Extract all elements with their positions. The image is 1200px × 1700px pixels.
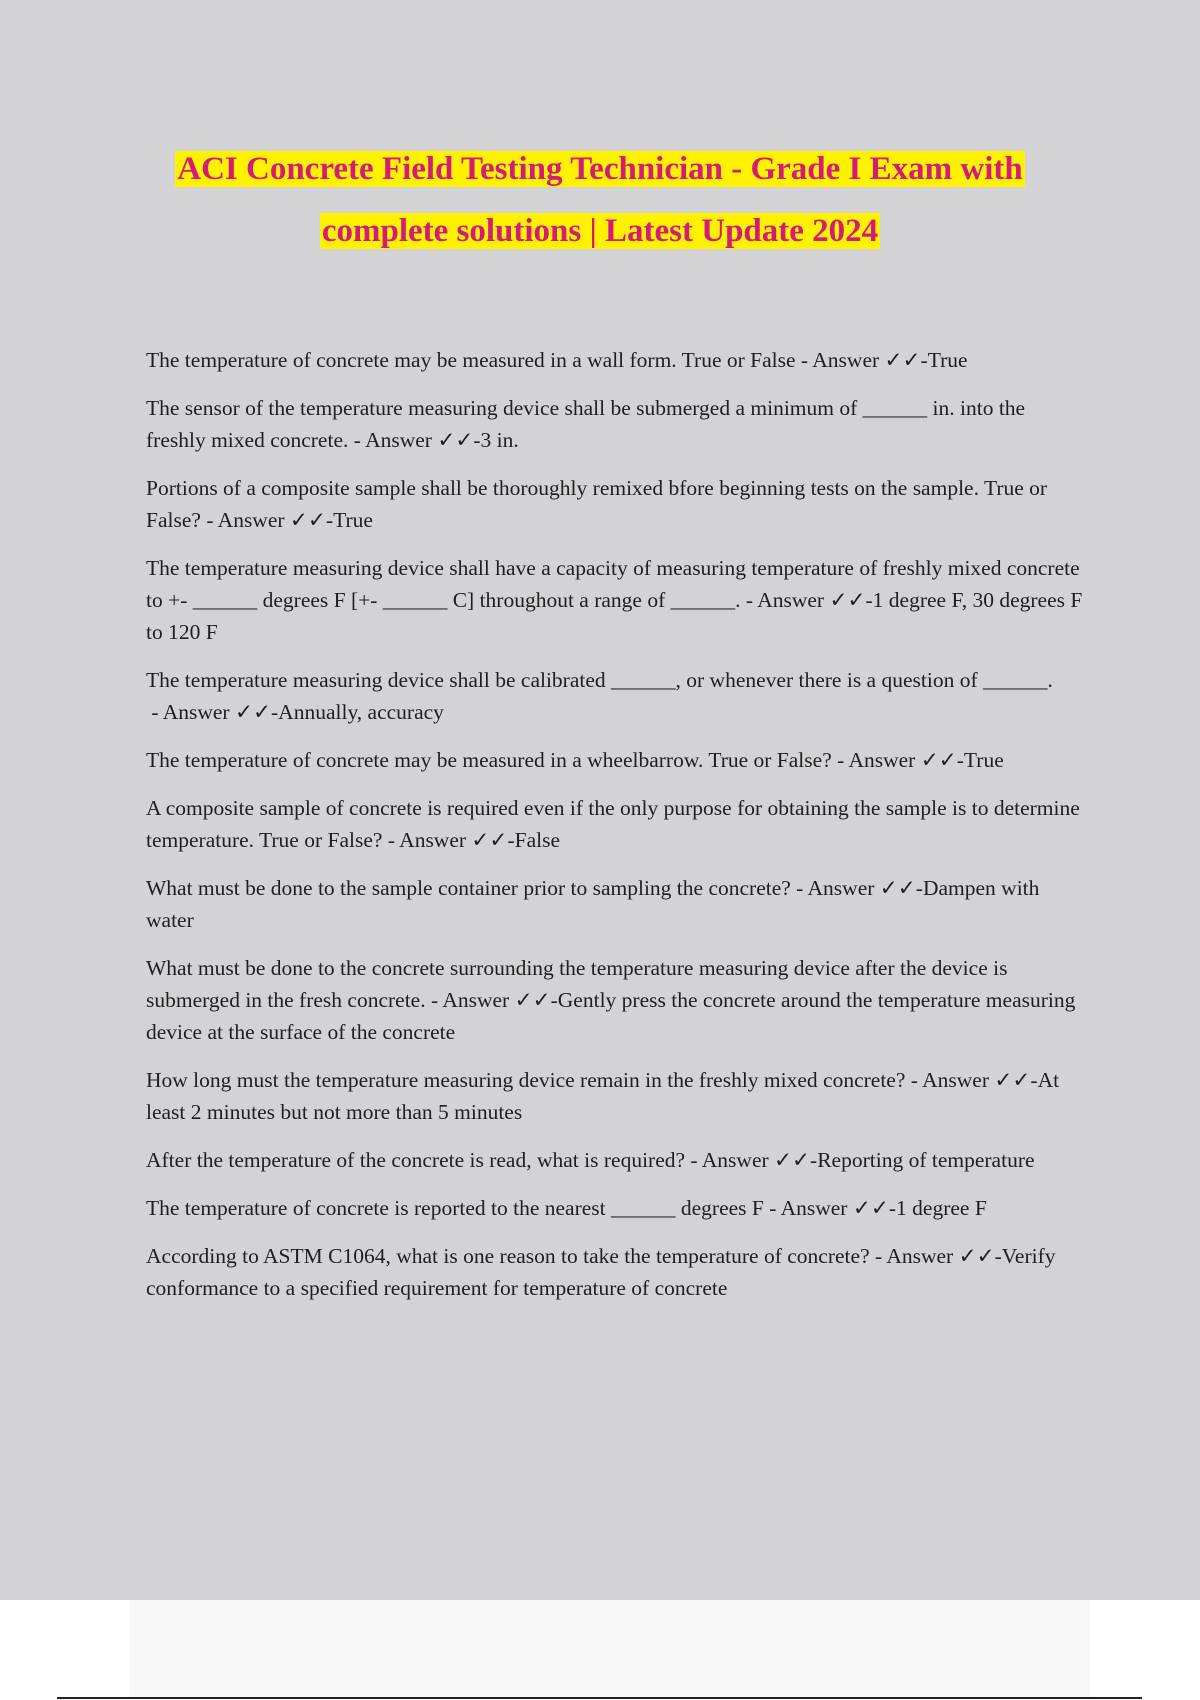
answer-text: 1 degree F <box>896 1196 987 1220</box>
qa-item <box>146 952 1090 1048</box>
question-text: How long must the temperature measuring device remain in the freshly mixed concrete? <box>146 1068 906 1092</box>
answer-text: 1 degree F, 30 degrees F to 120 F <box>146 588 1083 644</box>
answer-text: True <box>927 348 968 372</box>
answer-separator: - Answer ✓✓- <box>146 700 279 724</box>
answer-separator: - Answer ✓✓- <box>425 988 558 1012</box>
title-line-2: complete solutions | Latest Update 2024 <box>321 213 879 249</box>
answer-text: Dampen with water <box>146 876 1040 932</box>
footer-divider <box>57 1697 1142 1699</box>
answer-text: Gently press the concrete around the temperature measuring device at the surface of the concrete <box>146 988 1076 1044</box>
qa-item <box>146 1240 1090 1304</box>
question-text: What must be done to the sample container prior to sampling the concrete? <box>146 876 791 900</box>
question-text: The temperature of concrete may be measured in a wheelbarrow. True or False? <box>146 748 832 772</box>
answer-separator: - Answer ✓✓- <box>790 876 923 900</box>
answer-separator: - Answer ✓✓- <box>200 508 334 532</box>
question-text: According to ASTM C1064, what is one reason to take the temperature of concrete? <box>146 1244 870 1268</box>
answer-separator: - Answer ✓✓- <box>869 1244 1002 1268</box>
qa-item <box>146 1144 1090 1176</box>
answer-separator: - Answer ✓✓- <box>831 748 964 772</box>
question-answer-list <box>146 344 1090 1320</box>
answer-text: Verify conformance to a specified requirement for temperature of concrete <box>146 1244 1056 1300</box>
question-text: The temperature measuring device shall have a capacity of measuring temperature of freshly mixed concrete to +- ______ degrees F [+- ______ C] throughout a range of ______. <box>146 556 1080 612</box>
answer-text: False <box>514 828 560 852</box>
qa-item <box>146 744 1090 776</box>
qa-item <box>146 344 1090 376</box>
title-line-1: ACI Concrete Field Testing Technician - Grade I Exam with <box>177 151 1023 187</box>
document-title <box>120 138 1080 262</box>
answer-text: True <box>963 748 1004 772</box>
question-text: Portions of a composite sample shall be thoroughly remixed bfore beginning tests on the sample. True or False? <box>146 476 1048 532</box>
answer-separator: - Answer ✓✓- <box>685 1148 818 1172</box>
answer-text: Reporting of temperature <box>817 1148 1035 1172</box>
answer-separator: - Answer ✓✓- <box>740 588 873 612</box>
answer-separator: - Answer ✓✓- <box>763 1196 897 1220</box>
qa-item <box>146 472 1090 536</box>
question-text: After the temperature of the concrete is read, what is required? <box>146 1148 686 1172</box>
question-text: The temperature measuring device shall be calibrated ______, or whenever there is a question of ______. <box>146 668 1053 692</box>
qa-item <box>146 872 1090 936</box>
next-page-preview <box>130 1600 1090 1698</box>
answer-separator: - Answer ✓✓- <box>905 1068 1038 1092</box>
qa-item <box>146 792 1090 856</box>
question-text: The temperature of concrete is reported to the nearest ______ degrees F <box>146 1196 764 1220</box>
question-text: What must be done to the concrete surrounding the temperature measuring device after the device is submerged in the fresh concrete. <box>146 956 1008 1012</box>
answer-text: True <box>333 508 373 532</box>
qa-item <box>146 392 1090 456</box>
qa-item <box>146 552 1090 648</box>
question-text: A composite sample of concrete is required even if the only purpose for obtaining the sample is to determine temperature. True or False? <box>146 796 1080 852</box>
qa-item <box>146 1192 1090 1224</box>
question-text: The sensor of the temperature measuring device shall be submerged a minimum of ______ in. into the freshly mixed concrete. <box>146 396 1026 452</box>
question-text: The temperature of concrete may be measured in a wall form. True or False <box>146 348 796 372</box>
qa-item <box>146 1064 1090 1128</box>
answer-text: At least 2 minutes but not more than 5 minutes <box>146 1068 1060 1124</box>
answer-text: Annually, accuracy <box>278 700 444 724</box>
answer-separator: - Answer ✓✓- <box>348 428 481 452</box>
answer-text: 3 in. <box>480 428 519 452</box>
qa-item <box>146 664 1090 728</box>
answer-separator: - Answer ✓✓- <box>795 348 928 372</box>
answer-separator: - Answer ✓✓- <box>382 828 515 852</box>
